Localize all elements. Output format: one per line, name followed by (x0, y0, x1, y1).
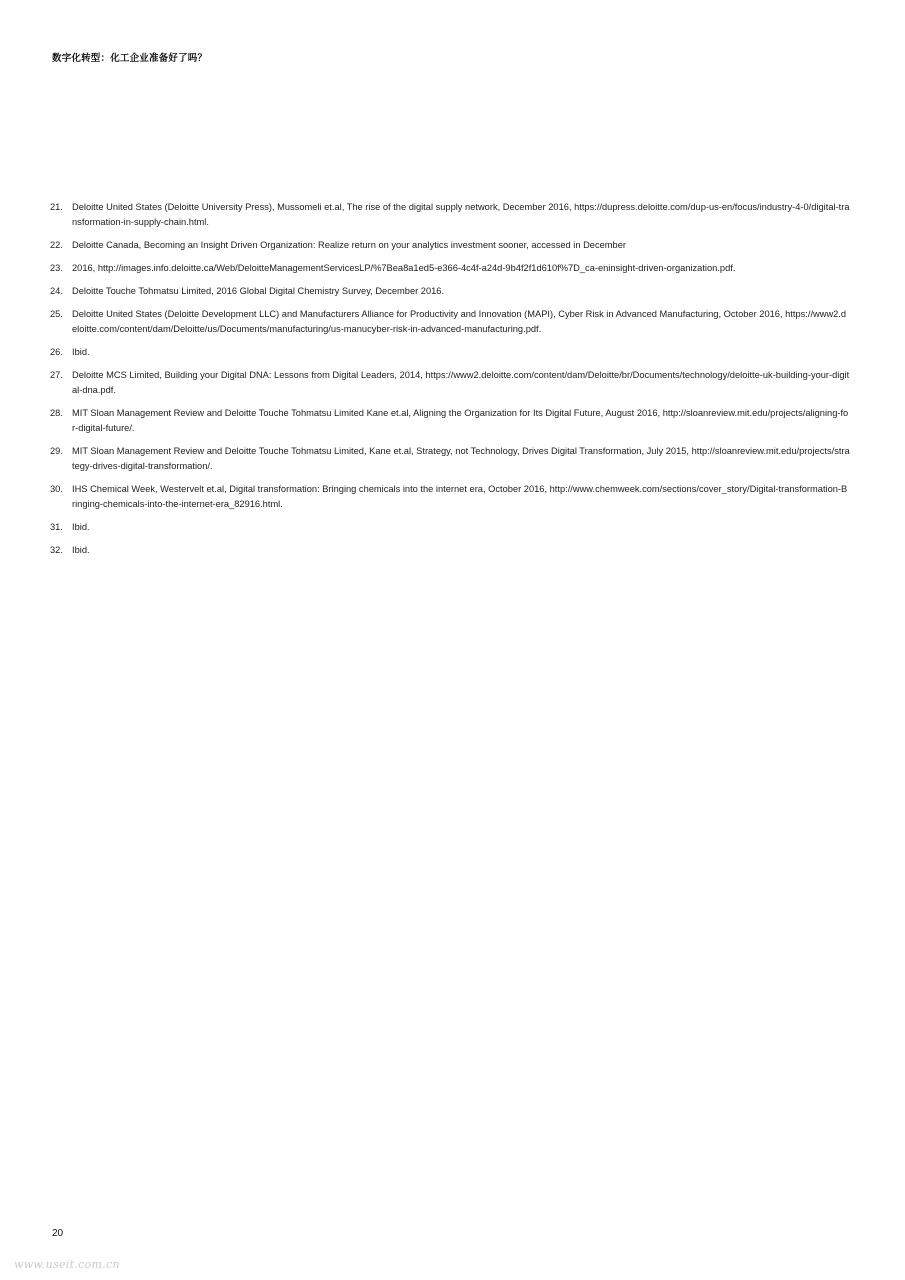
endnote-item (50, 307, 850, 337)
endnote-number: 25. (50, 309, 63, 319)
endnote-text: Ibid. (72, 347, 90, 357)
watermark: www.useit.com.cn (14, 1258, 120, 1271)
endnote-item (50, 543, 850, 558)
endnote-item (50, 200, 850, 230)
endnote-number: 26. (50, 347, 63, 357)
endnote-item (50, 238, 850, 253)
endnote-text: Deloitte United States (Deloitte University Press), Mussomeli et.al, The rise of the digital supply network, December 2016, https://dupress.deloitte.com/dup-us-en/focus/industry-4-0/digital-transformation-in-supply-chain.html. (72, 202, 850, 227)
endnote-item (50, 444, 850, 474)
endnote-number: 30. (50, 484, 63, 494)
endnote-number: 28. (50, 408, 63, 418)
endnote-item (50, 345, 850, 360)
endnote-number: 24. (50, 286, 63, 296)
endnote-number: 31. (50, 522, 63, 532)
endnote-item (50, 406, 850, 436)
endnote-text: MIT Sloan Management Review and Deloitte Touche Tohmatsu Limited Kane et.al, Aligning the Organization for Its Digital Future, August 2016, http://sloanreview.mit.edu/projects/aligning-for-digital-future/. (72, 408, 849, 433)
endnote-item (50, 284, 850, 299)
endnotes-list (50, 200, 850, 566)
endnote-text: Deloitte Touche Tohmatsu Limited, 2016 Global Digital Chemistry Survey, December 2016. (72, 286, 445, 296)
endnote-text: MIT Sloan Management Review and Deloitte Touche Tohmatsu Limited, Kane et.al, Strategy, not Technology, Drives Digital Transformation, July 2015, http://sloanreview.mit.edu/projects/strategy-drives-digital-transformation/. (72, 446, 850, 471)
endnote-text: Ibid. (72, 545, 90, 555)
endnote-item (50, 368, 850, 398)
endnote-text: Deloitte Canada, Becoming an Insight Driven Organization: Realize return on your analytics investment sooner, accessed in December (72, 240, 626, 250)
endnote-number: 32. (50, 545, 63, 555)
endnote-number: 21. (50, 202, 63, 212)
endnote-number: 22. (50, 240, 63, 250)
endnote-item (50, 520, 850, 535)
endnote-number: 29. (50, 446, 63, 456)
endnote-number: 23. (50, 263, 63, 273)
running-header-title: 数字化转型：化工企业准备好了吗？ (52, 53, 208, 64)
page-number: 20 (52, 1228, 64, 1239)
endnote-number: 27. (50, 370, 63, 380)
endnote-text: Deloitte United States (Deloitte Development LLC) and Manufacturers Alliance for Productivity and Innovation (MAPI), Cyber Risk in Advanced Manufacturing, October 2016, https://www2.deloitte.com/content/dam/Deloitte/us/Documents/manufacturing/us-manucyber-risk-in-advanced-manufacturing.pdf. (72, 309, 847, 334)
endnote-text: Deloitte MCS Limited, Building your Digital DNA: Lessons from Digital Leaders, 2014, https://www2.deloitte.com/content/dam/Deloitte/br/Documents/technology/deloitte-uk-building-your-digital-dna.pdf. (72, 370, 850, 395)
endnote-item (50, 482, 850, 512)
endnote-item (50, 261, 850, 276)
endnote-text: 2016, http://images.info.deloitte.ca/Web/DeloitteManagementServicesLP/%7Bea8a1ed5-e366-4c4f-a24d-9b4f2f1d610f%7D_ca-eninsight-driven-organization.pdf. (72, 263, 736, 273)
endnote-text: Ibid. (72, 522, 90, 532)
endnote-text: IHS Chemical Week, Westervelt et.al, Digital transformation: Bringing chemicals into the internet era, October 2016, http://www.chemweek.com/sections/cover_story/Digital-transformation-Bringing-chemicals-into-the-internet-era_82916.html. (72, 484, 848, 509)
